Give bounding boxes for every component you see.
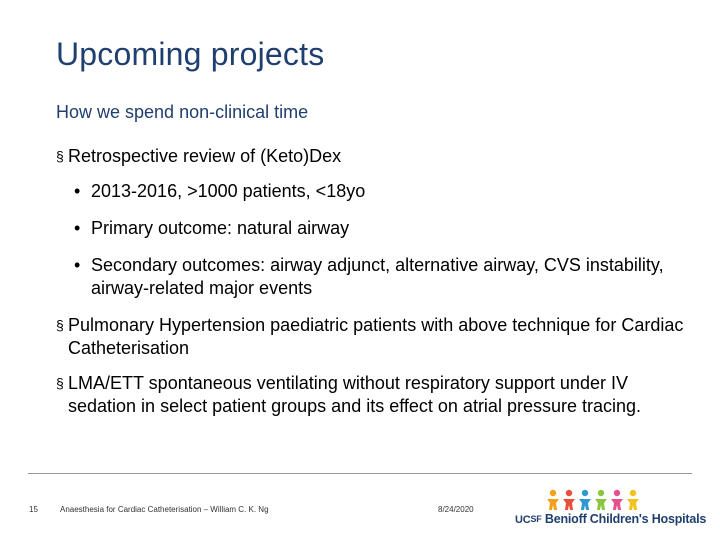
- child-figure: [579, 490, 591, 510]
- bullet-item: [56, 372, 696, 418]
- bullet-text: LMA/ETT spontaneous ventilating without respiratory support under IV sedation in select patient groups and its effect on atrial pressure tracing.: [68, 373, 642, 416]
- footer-date: 8/24/2020: [438, 505, 474, 514]
- child-figure: [595, 490, 607, 510]
- bullet-text: Retrospective review of (Keto)Dex: [68, 146, 342, 166]
- children-figures-icon: [545, 488, 649, 512]
- bullet-text: Pulmonary Hypertension paediatric patients with above technique for Cardiac Catheterisation: [68, 315, 684, 358]
- bullet-marker: §: [56, 375, 64, 391]
- sub-bullet-item: [74, 217, 694, 240]
- slide-title: Upcoming projects: [56, 36, 325, 72]
- bullet-marker: §: [56, 148, 64, 164]
- footer-presentation-title: Anaesthesia for Cardiac Catheterisation – William C. K. Ng: [60, 505, 269, 514]
- sub-bullet-marker: •: [74, 181, 81, 201]
- slide-subtitle: How we spend non-clinical time: [56, 102, 309, 122]
- bullet-item: [56, 145, 696, 168]
- sub-bullet-text: Primary outcome: natural airway: [91, 218, 350, 238]
- sub-bullet-item: [74, 254, 694, 300]
- child-figure: [547, 490, 559, 510]
- slide-number: 15: [29, 505, 38, 514]
- child-figure: [563, 490, 575, 510]
- ucsf-logo: [515, 488, 707, 528]
- footer-divider: [28, 473, 692, 474]
- bullet-item: [56, 314, 696, 360]
- sub-bullet-marker: •: [74, 255, 81, 275]
- logo-text: UCSF Benioff Children's Hospitals: [515, 512, 707, 526]
- sub-bullet-item: [74, 180, 694, 203]
- child-figure: [611, 490, 623, 510]
- sub-bullet-text: 2013-2016, >1000 patients, <18yo: [91, 181, 366, 201]
- bullet-marker: §: [56, 317, 64, 333]
- sub-bullet-text: Secondary outcomes: airway adjunct, alternative airway, CVS instability, airway-related major events: [91, 255, 664, 298]
- sub-bullet-marker: •: [74, 218, 81, 238]
- child-figure: [627, 490, 639, 510]
